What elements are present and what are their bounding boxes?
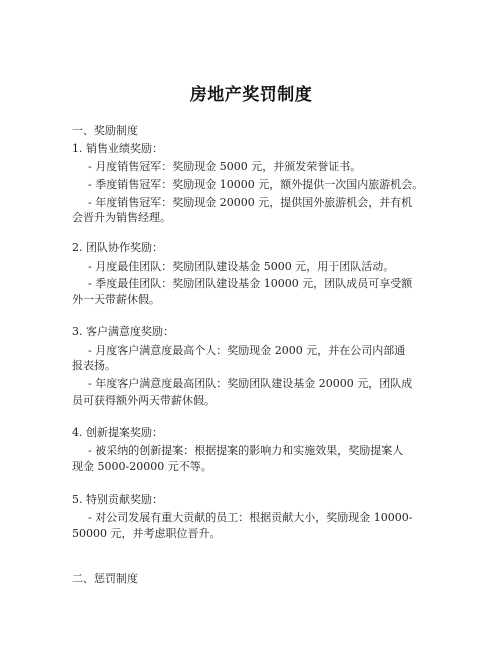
item-heading-sales: 1. 销售业绩奖励： [72,142,163,155]
section-heading-rewards: 一、奖励制度 [72,124,138,137]
item-heading-innovation: 4. 创新提案奖励： [72,426,163,439]
section-heading-penalties: 二、惩罚制度 [72,572,138,585]
list-item: - 季度最佳团队：奖励团队建设基金 10000 元，团队成员可享受额 [88,277,413,290]
list-item-continuation: 报表扬。 [72,359,116,372]
document-title: 房地产奖罚制度 [189,85,313,105]
list-item-continuation: 现金 5000-20000 元不等。 [72,460,212,473]
item-heading-team: 2. 团队协作奖励： [72,241,163,254]
list-item: - 年度客户满意度最高团队：奖励团队建设基金 20000 元，团队成 [88,377,413,390]
list-item: - 年度销售冠军：奖励现金 20000 元，提供国外旅游机会，并有机 [88,196,413,209]
list-item-continuation: 外一天带薪休假。 [72,293,160,306]
list-item-continuation: 员可获得额外两天带薪休假。 [72,394,215,407]
list-item: - 月度最佳团队：奖励团队建设基金 5000 元，用于团队活动。 [88,260,395,273]
list-item-continuation: 50000 元，并考虑职位晋升。 [72,527,221,540]
list-item: - 月度销售冠军：奖励现金 5000 元，并颁发荣誉证书。 [88,160,362,173]
list-item: - 对公司发展有重大贡献的员工：根据贡献大小，奖励现金 10000- [88,511,413,524]
list-item: - 季度销售冠军：奖励现金 10000 元，额外提供一次国内旅游机会。 [88,178,424,191]
item-heading-contribution: 5. 特别贡献奖励： [72,493,163,506]
list-item: - 月度客户满意度最高个人：奖励现金 2000 元，并在公司内部通 [88,344,406,357]
list-item: - 被采纳的创新提案：根据提案的影响力和实施效果，奖励提案人 [88,444,404,457]
list-item-continuation: 会晋升为销售经理。 [72,211,171,224]
item-heading-customer: 3. 客户满意度奖励： [72,325,174,338]
